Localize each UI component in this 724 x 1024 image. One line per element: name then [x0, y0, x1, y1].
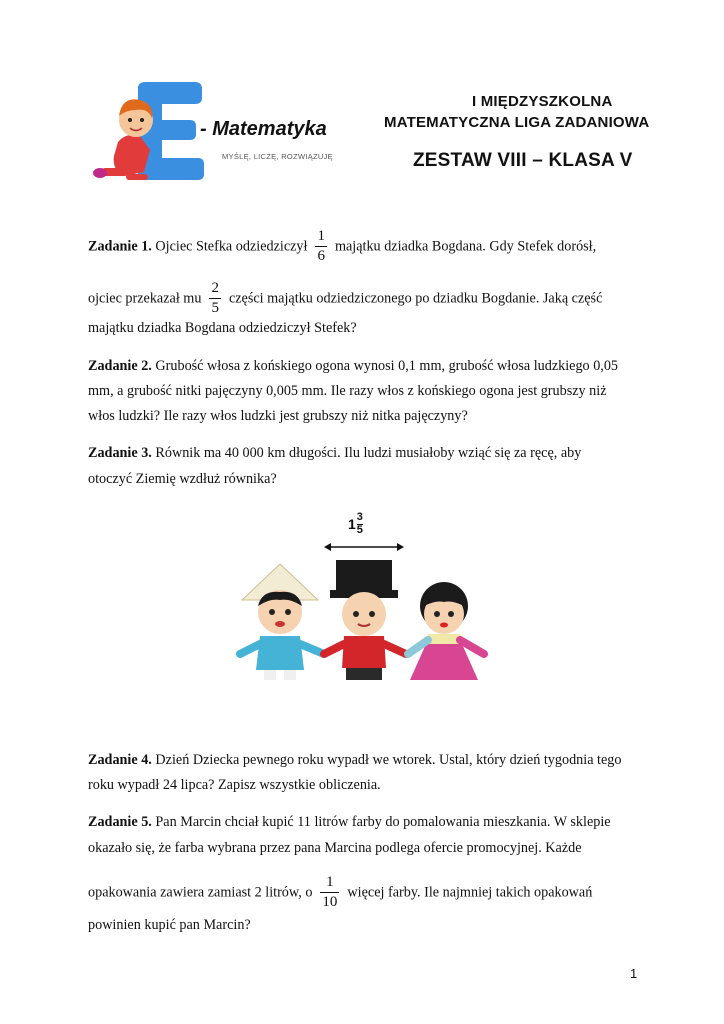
figure-mixed-number: $1\frac{3}{5}$: [348, 511, 363, 536]
task-1-label: Zadanie 1.: [88, 238, 152, 255]
task-1-text: Ojciec Stefka odziedziczył: [155, 238, 308, 255]
children-illustration: [232, 508, 502, 688]
child-middle: [324, 560, 406, 680]
header-line-2: MATEMATYCZNA LIGA ZADANIOWA: [384, 114, 650, 131]
task-2-line-1: Zadanie 2. Grubość włosa z końskiego ogona wynosi 0,1 mm, grubość włosa ludzkiego 0,05: [88, 358, 619, 374]
task-2-line-2: mm, a grubość nitki pajęczyny 0,005 mm. Ile razy włos z końskiego ogona jest grubszy niż: [88, 383, 607, 399]
task-5-line-1: Zadanie 5. Pan Marcin chciał kupić 11 litrów farby do pomalowania mieszkania. W sklepie: [88, 814, 611, 830]
task-2-line-3: włos ludzki? Ile razy włos ludzki jest grubszy niż nitka pajęczyny?: [88, 408, 468, 424]
set-title: ZESTAW VIII – KLASA V: [413, 150, 633, 171]
task-4-label: Zadanie 4.: [88, 752, 152, 768]
task-3-label: Zadanie 3.: [88, 445, 152, 461]
fraction-two-fifths: $\frac{2}{5}$: [211, 280, 219, 316]
task-5-line-2: okazało się, że farba wybrana przez pana Marcina podlega ofercie promocyjnej. Każde: [88, 840, 582, 856]
logo-wordmark: - Matematyka: [200, 118, 327, 140]
task-4-line-2: roku wypadł 24 lipca? Zapisz wszystkie obliczenia.: [88, 777, 381, 793]
task-1-text-cont: majątku dziadka Bogdana. Gdy Stefek dorósł,: [334, 238, 597, 255]
task-1-line-2: ojciec przekazał mu $\frac{2}{5}$ części majątku odziedziczonego po dziadku Bogdanie. Jaką część: [88, 280, 603, 316]
task-5-line-4: powinien kupić pan Marcin?: [88, 917, 251, 933]
child-left: [240, 564, 324, 680]
task-5-line-3: opakowania zawiera zamiast 2 litrów, o $\frac{1}{10}$ więcej farby. Ile najmniej takich opakowań: [88, 874, 593, 910]
task-1-line-3: majątku dziadka Bogdana odziedziczył Stefek?: [88, 320, 357, 336]
task-3-line-1: Zadanie 3. Równik ma 40 000 km długości. Ilu ludzi musiałoby wziąć się za ręcę, aby: [88, 445, 582, 461]
task-2-label: Zadanie 2.: [88, 358, 152, 374]
width-arrow-icon: [324, 543, 404, 551]
header-line-1: I MIĘDZYSZKOLNA: [472, 93, 613, 110]
task-3-line-2: otoczyć Ziemię wzdłuż równika?: [88, 471, 277, 487]
task-5-label: Zadanie 5.: [88, 814, 152, 830]
fraction-one-tenth: $\frac{1}{10}$: [322, 874, 338, 910]
logo-tagline: MYŚLĘ, LICZĘ, ROZWIĄZUJĘ: [222, 152, 333, 161]
fraction-one-sixth: $\frac{1}{6}$: [317, 228, 325, 264]
task-4-line-1: Zadanie 4. Dzień Dziecka pewnego roku wypadł we wtorek. Ustal, który dzień tygodnia tego: [88, 752, 622, 768]
page-number: 1: [630, 966, 638, 981]
task-1-line-1: [88, 229, 596, 265]
children-holding-hands-image: [232, 508, 502, 688]
child-right: [408, 582, 484, 680]
